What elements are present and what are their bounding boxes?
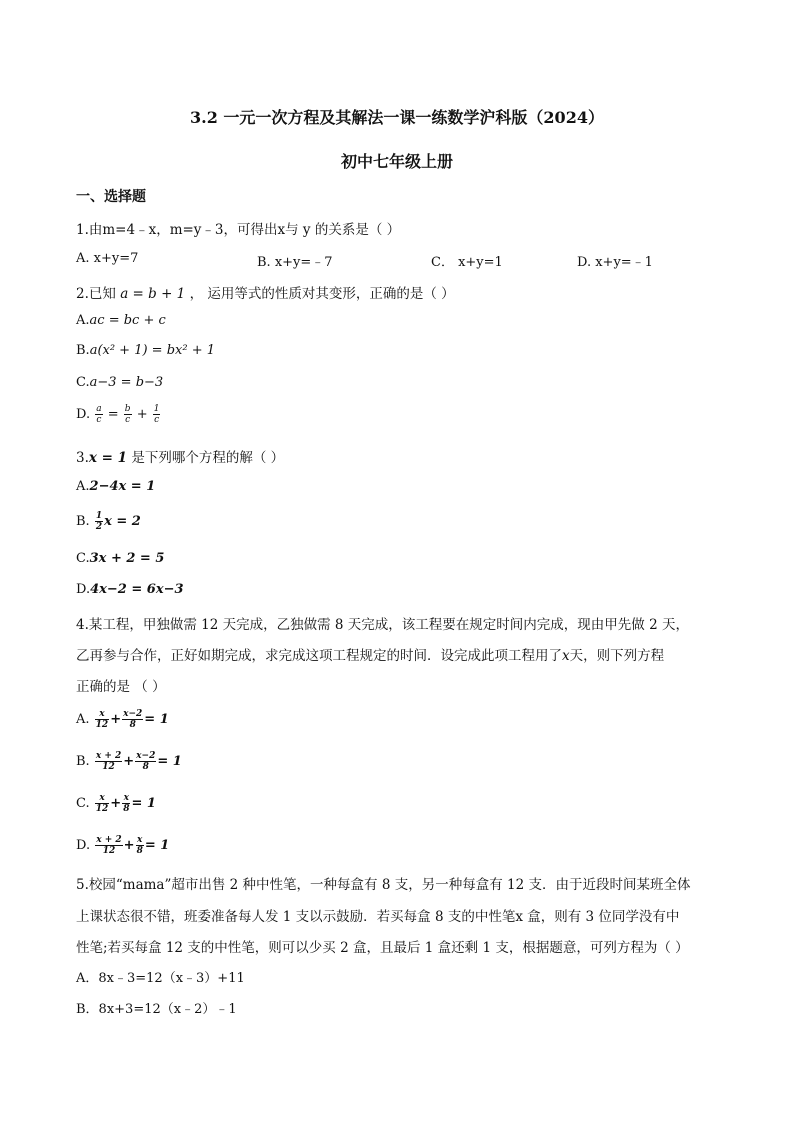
text: 乙再参与合作，正好如期完成，求完成这项工程规定的时间．设完成此项工程用了 — [76, 648, 562, 664]
equation-rhs: = 1 — [144, 838, 170, 853]
equation-rhs: = 1 — [144, 712, 169, 727]
question-5-line-1: 5.校园“mama”超市出售 2 种中性笔，一种每盒有 8 支，另一种每盒有 12 支．由于近段时间某班全体 — [76, 877, 691, 893]
option-equation: 2−4x = 1 — [89, 479, 156, 494]
section-heading: 一、选择题 — [76, 189, 146, 205]
question-2-option-d: D. $\frac{a}{c}$ = $\frac{b}{c}$ + $\frac{1}{c}$ — [76, 404, 160, 425]
fraction: $\frac{x + 2}{12}$ — [96, 835, 122, 856]
fraction: $\frac{x}{8}$ — [123, 793, 130, 814]
equation-rhs: = 1 — [157, 754, 182, 769]
option-label: D. — [76, 407, 91, 422]
question-3-stem — [76, 446, 284, 466]
question-1-option-a: A. x+y=7 — [76, 251, 139, 266]
question-2-stem-equation: a = b + 1 — [120, 286, 186, 302]
option-label: B. — [76, 754, 90, 769]
question-3-stem-suffix: 是下列哪个方程的解（ ） — [131, 450, 285, 466]
question-5-option-b: B．8x+3=12（x﹣2）﹣1 — [76, 1002, 237, 1017]
option-equation: x = 2 — [104, 514, 141, 529]
page-title: 3.2 一元一次方程及其解法一课一练数学沪科版（2024） — [190, 108, 604, 127]
option-label: C. — [76, 551, 90, 566]
question-5-line-2: 上课状态很不错，班委准备每人发 1 支以示鼓励．若买每盒 8 支的中性笔x 盒，则有 3 位同学没有中 — [76, 909, 680, 925]
question-2-option-b — [76, 343, 215, 358]
fraction: $\frac{x + 2}{12}$ — [95, 751, 122, 772]
question-2-option-a — [76, 313, 166, 328]
option-equation: 4x−2 = 6x−3 — [90, 582, 184, 597]
question-number: 3. — [76, 450, 89, 466]
question-3-stem-equation: x = 1 — [88, 450, 128, 466]
option-label: A. — [76, 479, 90, 494]
option-label: A. — [76, 712, 90, 727]
fraction: $\frac{x-2}{8}$ — [123, 709, 143, 730]
question-4-option-c: C. $\frac{x}{12}$ + $\frac{x}{8}$ = 1 — [76, 793, 156, 814]
question-3-option-c — [76, 551, 164, 566]
question-4-line-3: 正确的是 （ ） — [76, 679, 166, 695]
question-5-option-a: A．8x﹣3=12（x﹣3）+11 — [76, 971, 245, 986]
question-4-line-1: 4.某工程，甲独做需 12 天完成，乙独做需 8 天完成，该工程要在规定时间内完成，现由甲先做 2 天， — [76, 617, 689, 633]
fraction: $\frac{x}{12}$ — [95, 709, 109, 730]
option-label: B. — [76, 514, 90, 529]
question-2-option-c — [76, 375, 163, 390]
question-2-stem — [76, 282, 455, 302]
page-subtitle: 初中七年级上册 — [340, 152, 453, 171]
question-4-line-2 — [76, 644, 664, 664]
question-4-option-b: B. $\frac{x + 2}{12}$ + $\frac{x-2}{8}$ = 1 — [76, 751, 182, 772]
option-equation: a(x² + 1) = bx² + 1 — [89, 343, 216, 358]
option-label: A. — [76, 313, 90, 328]
option-equation: ac = bc + c — [89, 313, 166, 328]
variable: x — [562, 648, 570, 664]
fraction: $\frac{x}{8}$ — [136, 835, 143, 856]
fraction: $\frac{x-2}{8}$ — [136, 751, 156, 772]
question-1-option-c: C． x+y=1 — [431, 255, 503, 270]
question-2-stem-prefix: 2.已知 — [76, 286, 116, 302]
question-3-option-d — [76, 582, 184, 597]
question-5-line-3: 性笔;若买每盒 12 支的中性笔，则可以少买 2 盒，且最后 1 盒还剩 1 支，根据题意，可列方程为（ ） — [76, 940, 689, 956]
question-3-option-a — [76, 479, 155, 494]
option-label: D. — [76, 838, 91, 853]
text: 天，则下列方程 — [569, 648, 665, 664]
question-1-option-d: D. x+y=﹣1 — [577, 255, 653, 270]
option-equation: a−3 = b−3 — [89, 375, 164, 390]
question-4-option-a: A. $\frac{x}{12}$ + $\frac{x-2}{8}$ = 1 — [76, 709, 169, 730]
question-4-option-d: D. $\frac{x + 2}{12}$ + $\frac{x}{8}$ = 1 — [76, 835, 170, 856]
fraction: $\frac{x}{12}$ — [95, 793, 109, 814]
question-2-stem-suffix: ， 运用等式的性质对其变形，正确的是（ ） — [189, 286, 455, 302]
option-equation: 3x + 2 = 5 — [89, 551, 165, 566]
fraction: $\frac{1}{c}$ — [153, 404, 160, 425]
fraction: $\frac{a}{c}$ — [96, 404, 102, 425]
option-label: B. — [76, 343, 90, 358]
option-label: D. — [76, 582, 91, 597]
question-1-stem: 1.由m=4﹣x，m=y﹣3，可得出x与 y 的关系是（ ） — [76, 222, 401, 238]
question-3-option-b — [76, 511, 141, 532]
fraction: $\frac{b}{c}$ — [124, 404, 131, 425]
option-label: C. — [76, 375, 90, 390]
equation-rhs: = 1 — [131, 796, 156, 811]
question-1-option-b: B. x+y=﹣7 — [257, 255, 333, 270]
option-label: C. — [76, 796, 90, 811]
fraction: $\frac{1}{2}$ — [95, 511, 103, 532]
